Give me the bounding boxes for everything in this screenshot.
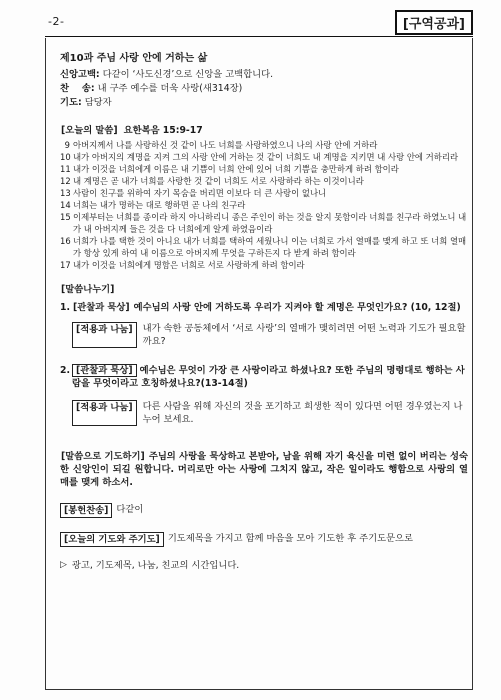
triangle-right-icon: ▷: [60, 560, 67, 570]
header-rule: [45, 36, 473, 37]
discussion-label: [말씀나누기]: [61, 284, 115, 295]
offering-hymn-label: [봉헌찬송]: [60, 503, 112, 518]
verse-item: 12 내 계명은 곧 내가 너희를 사랑한 것 같이 너희도 서로 사랑하라 하는 이것이니라: [60, 176, 364, 186]
discussion-heading: [60, 283, 468, 296]
apply-1: [72, 322, 468, 348]
question-text: 예수님의 사랑 안에 거하도록 우리가 지켜야 할 계명은 무엇인가요? (10, 12절): [133, 302, 461, 313]
todays-prayer-row: [60, 532, 468, 547]
verse-item: 17 내가 이것을 너희에게 명함은 너희로 서로 사랑하게 하려 함이라: [60, 260, 305, 270]
scripture-reference: 요한복음 15:9-17: [123, 125, 203, 136]
prayer-row: [60, 96, 468, 109]
offering-hymn-value: 다같이: [116, 504, 144, 515]
observe-label: [관찰과 묵상]: [73, 302, 130, 313]
verse-item: 13 사람이 친구를 위하여 자기 목숨을 버리면 이보다 더 큰 사랑이 없나니: [60, 188, 327, 198]
closing-prayer: [60, 450, 468, 489]
verse-item: 9 아버지께서 나를 사랑하신 것 같이 나도 너희를 사랑하였으니 나의 사랑 안에 거하라: [64, 140, 378, 150]
question-text: 예수님은 무엇이 가장 큰 사랑이라고 하셨나요? 또한 주님의 명령대로 행하는 사람을 무엇이라고 호칭하셨나요?(13-14절): [72, 365, 465, 389]
apply-text: 내가 속한 공동체에서 ‘서로 사랑’의 열매가 맺히려면 어떤 노력과 기도가 필요할까요?: [142, 323, 466, 347]
question-1: [60, 301, 468, 314]
offering-hymn-row: [60, 503, 468, 518]
question-number: 1.: [60, 302, 71, 313]
page-number: -2-: [48, 15, 65, 28]
hymn-value: 내 구주 예수를 더욱 사랑(새314장): [97, 83, 243, 94]
question-2: [60, 364, 468, 390]
verse-item: 15 이제부터는 너희를 종이라 하지 아니하리니 종은 주인이 하는 것을 알지 못함이라 너희를 친구라 하였노니 내가 내 아버지께 들은 것을 다 너희에게 알게 하였음이라: [60, 212, 467, 234]
creed-label: 신앙고백:: [60, 69, 100, 80]
prayer-label: 기도:: [60, 97, 82, 108]
creed-value: 다같이 ‘사도신경’으로 신앙을 고백합니다.: [102, 69, 274, 80]
verse-item: 16 너희가 나를 택한 것이 아니요 내가 너희를 택하여 세웠나니 이는 너희로 가서 열매를 맺게 하고 또 너희 열매가 항상 있게 하여 내 이름으로 아버지께 무엇을 구하든지 다 받게 하려 함이라: [60, 236, 467, 258]
verse-item: 10 내가 아버지의 계명을 지켜 그의 사랑 안에 거하는 것 같이 너희도 내 계명을 지키면 내 사랑 안에 거하리라: [60, 152, 459, 162]
hymn-row: [60, 82, 468, 95]
creed-row: [60, 68, 468, 81]
announcement-row: [60, 559, 468, 572]
todays-prayer-value: 기도제목을 가지고 함께 마음을 모아 기도한 후 주기도문으로: [167, 533, 414, 544]
verse-list: [60, 139, 468, 271]
hymn-label: 찬 송:: [60, 83, 95, 94]
scripture-heading: [60, 124, 468, 137]
lesson-title: 제10과 주님 사랑 안에 거하는 삶: [60, 53, 208, 64]
verse-item: 14 너희는 내가 명하는 대로 행하면 곧 나의 친구라: [60, 200, 246, 210]
apply-text: 다른 사람을 위해 자신의 것을 포기하고 희생한 적이 있다면 어떤 경우였는지 나누어 보세요.: [142, 401, 463, 425]
verse-item: 11 내가 이것을 너희에게 이름은 내 기쁨이 너희 안에 있어 너희 기쁨을 충만하게 하려 함이라: [60, 164, 399, 174]
closing-prayer-label: [말씀으로 기도하기]: [61, 451, 145, 462]
todays-prayer-label: [오늘의 기도와 주기도]: [60, 532, 164, 547]
section-badge: [구역공과]: [395, 10, 473, 35]
question-number: 2.: [60, 365, 71, 376]
apply-2: [72, 400, 468, 426]
lesson-content: [60, 52, 468, 572]
announcement-text: 광고, 기도제목, 나눔, 친교의 시간입니다.: [71, 560, 240, 571]
closing-prayer-text: 주님의 사랑을 묵상하고 본받아, 남을 위해 자기 육신을 미련 없이 버리는 성숙한 신앙인이 되길 원합니다. 머리로만 아는 사랑에 그치지 않고, 작은 일이라도 행함으로 사랑의 열매를 맺게 하소서.: [60, 451, 468, 488]
prayer-value: 담당자: [84, 97, 112, 108]
apply-label: [적용과 나눔]: [72, 322, 137, 348]
scripture-label: [오늘의 말씀]: [61, 125, 118, 136]
apply-label: [적용과 나눔]: [72, 400, 137, 426]
observe-label: [관찰과 묵상]: [72, 364, 137, 377]
